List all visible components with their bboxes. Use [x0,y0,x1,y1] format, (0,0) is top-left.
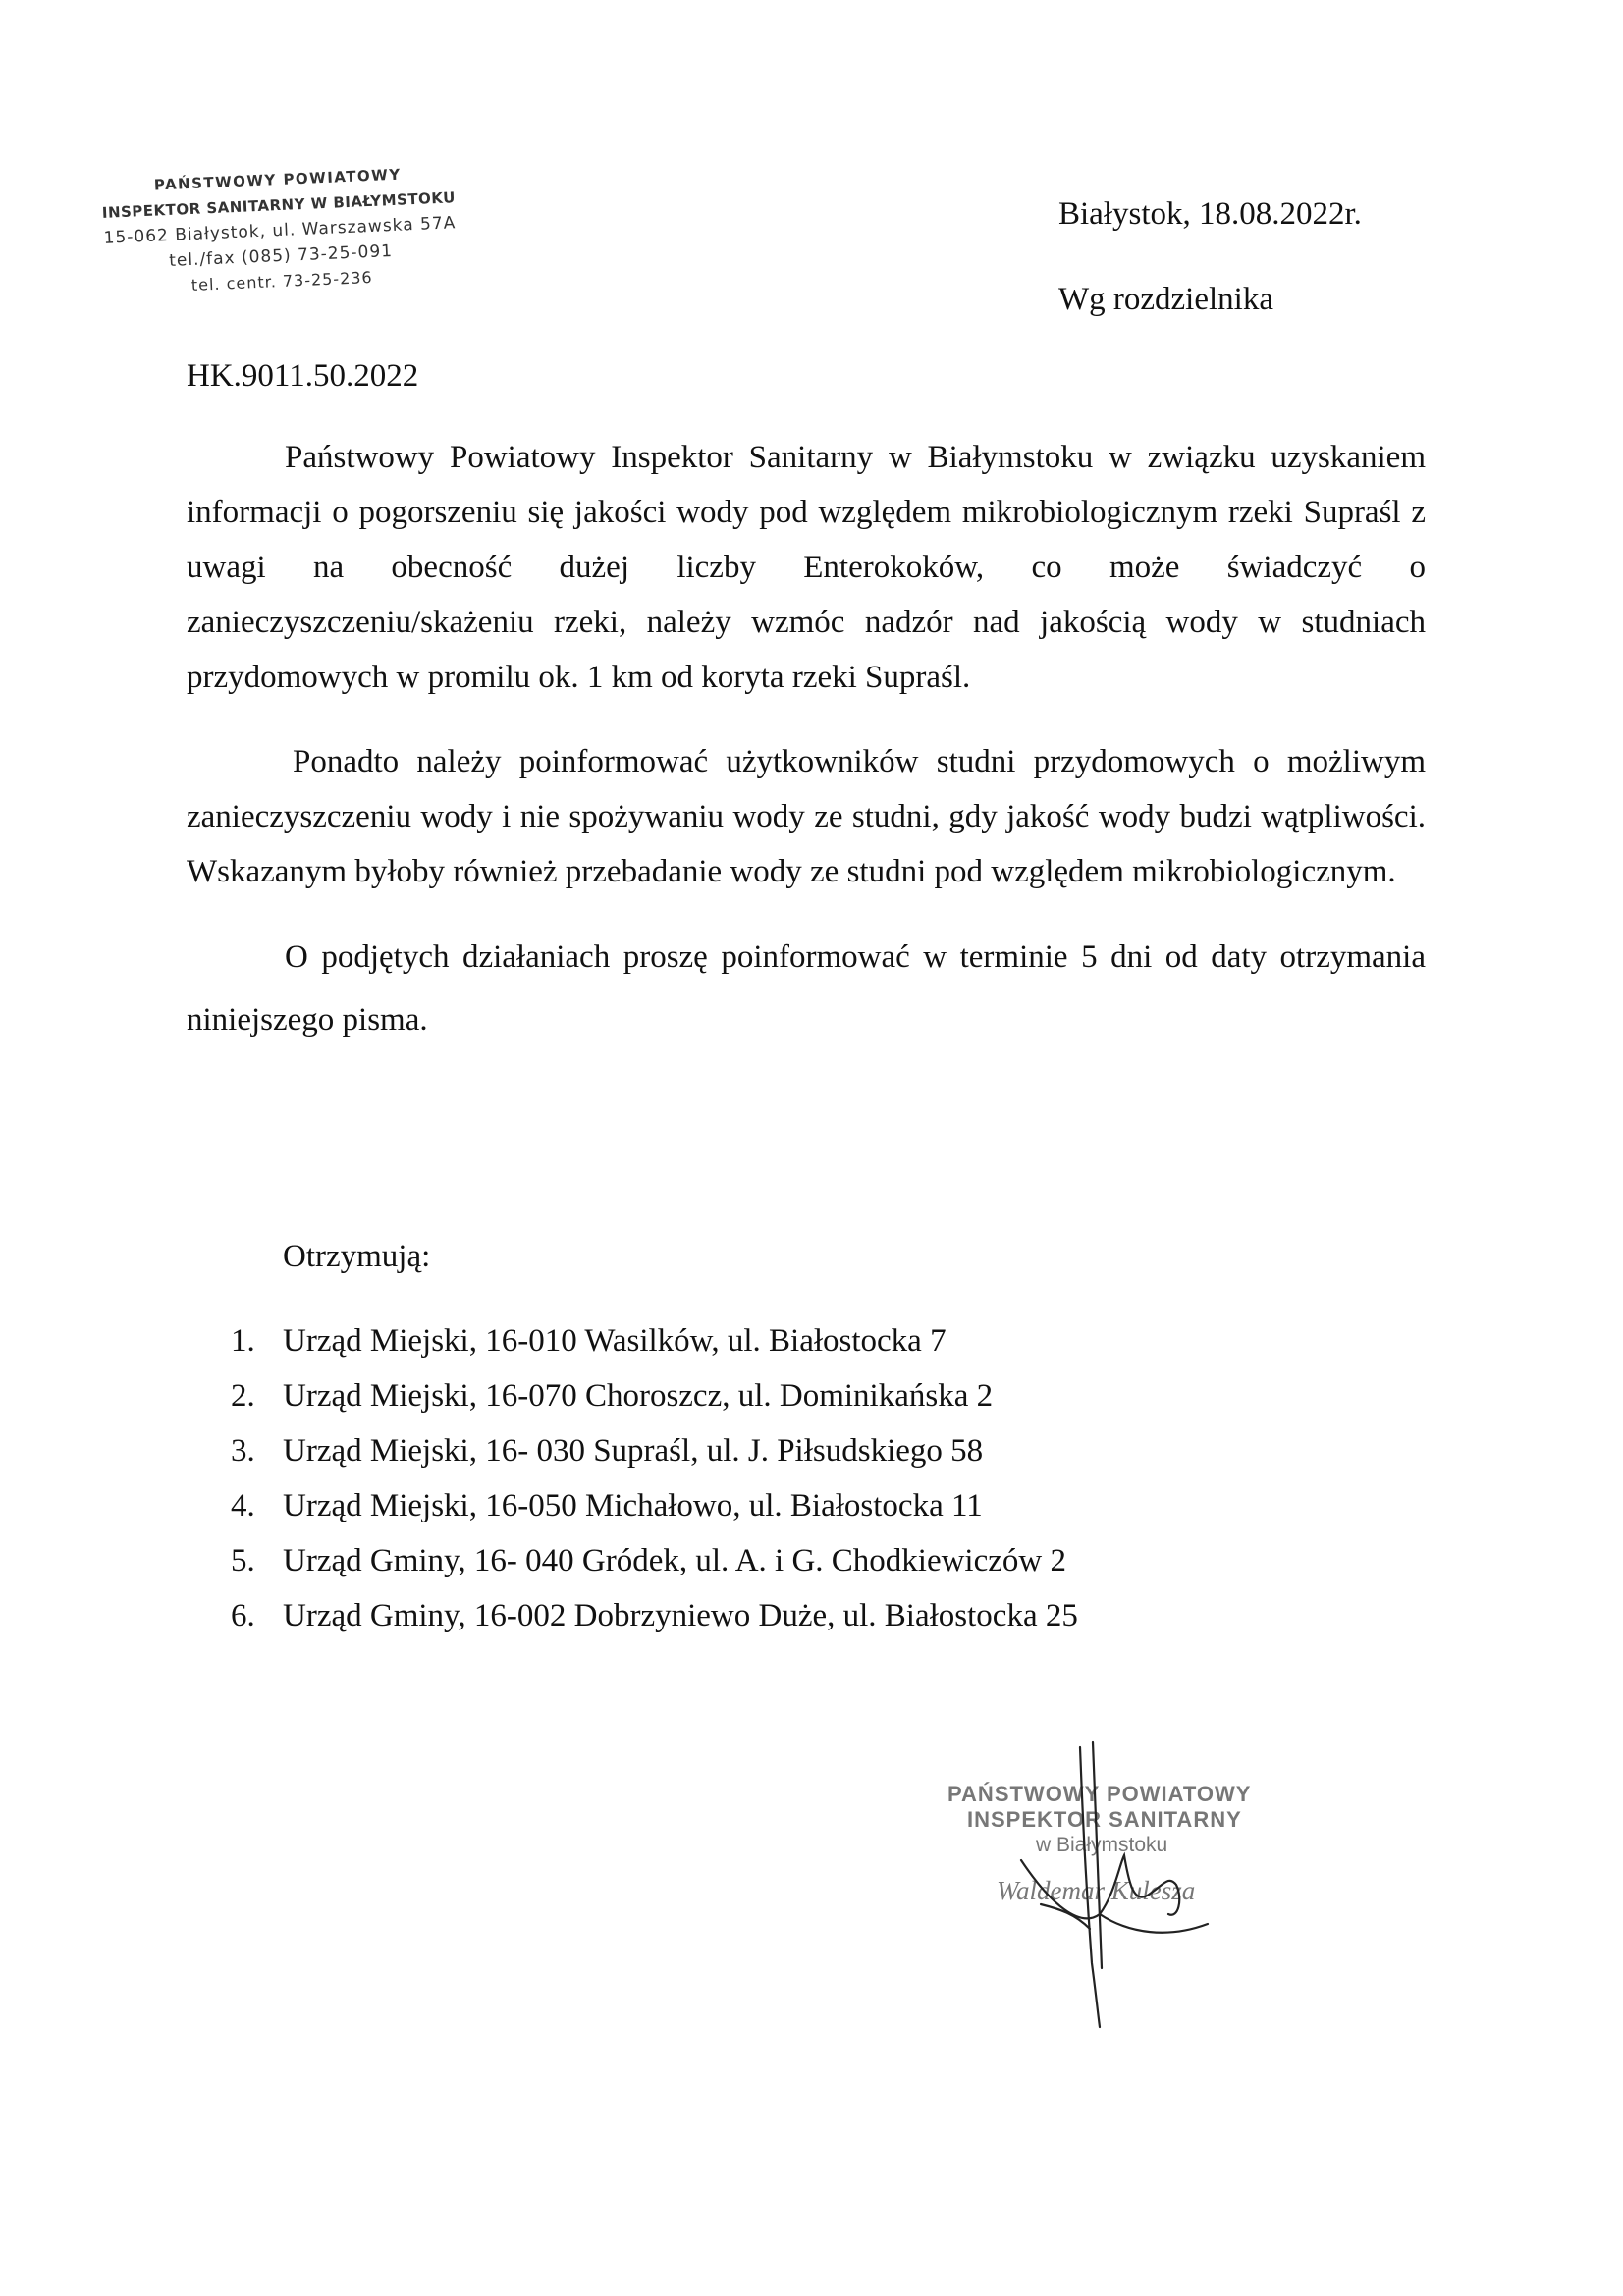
signature-stamp-name: Waldemar Kulesza [997,1876,1196,1905]
header-stamp-phone: tel. centr. 73-25-236 [190,267,374,294]
recipients-heading: Otrzymują: [283,1239,431,1274]
list-item-text: Urząd Gminy, 16- 040 Gródek, ul. A. i G. Chodkiewiczów 2 [283,1543,1066,1578]
reference-number: HK.9011.50.2022 [187,358,419,394]
handwritten-signature [982,1737,1296,2032]
list-item [231,1313,1078,1368]
list-item-text: Urząd Miejski, 16-010 Wasilków, ul. Białostocka 7 [283,1323,947,1359]
signature-stamp-line3: w Białymstoku [1036,1834,1168,1856]
list-item [231,1423,1078,1478]
list-item-text: Urząd Miejski, 16-050 Michałowo, ul. Białostocka 11 [283,1488,983,1523]
list-item-text: Urząd Gminy, 16-002 Dobrzyniewo Duże, ul. Białostocka 25 [283,1598,1078,1633]
list-item-number: 1. [231,1323,255,1359]
list-item [231,1478,1078,1533]
paragraph-3: O podjętych działaniach proszę poinformować w terminie 5 dni od daty otrzymania niniejszego pisma. [187,939,1426,1038]
list-item-number: 6. [231,1598,255,1633]
header-stamp-line2: INSPEKTOR SANITARNY W BIAŁYMSTOKU [101,188,457,222]
list-item-number: 4. [231,1488,255,1523]
letter-date: Białystok, 18.08.2022r. [1058,196,1362,232]
list-item-number: 5. [231,1543,255,1578]
list-item [231,1588,1078,1643]
paragraph-1: Państwowy Powiatowy Inspektor Sanitarny w Białymstoku w związku uzyskaniem informacji o pogorszeniu się jakości wody pod względem mikrobiologicznym rzeki Supraśl z uwagi na obecność dużej liczby Enterokoków, co może świadczyć o zanieczyszczeniu/skażeniu rzeki, należy wzmóc nadzór nad jakością wody w studniach przydomowych w promilu ok. 1 km od koryta rzeki Supraśl. [187,440,1426,695]
header-stamp-line1: PAŃSTWOWY POWIATOWY [153,165,402,194]
list-item [231,1533,1078,1588]
list-item [231,1368,1078,1423]
recipients-list [231,1313,1078,1643]
list-item-text: Urząd Miejski, 16-070 Choroszcz, ul. Dominikańska 2 [283,1378,994,1414]
list-item-number: 2. [231,1378,255,1414]
signature-stamp-line2: INSPEKTOR SANITARNY [967,1807,1242,1832]
header-stamp-address: 15-062 Białystok, ul. Warszawska 57A [103,213,457,248]
list-item-number: 3. [231,1433,255,1468]
header-stamp [90,159,468,302]
list-item-text: Urząd Miejski, 16- 030 Supraśl, ul. J. Piłsudskiego 58 [283,1433,984,1468]
signature-stamp-line1: PAŃSTWOWY POWIATOWY [947,1782,1252,1806]
paragraph-2: Ponadto należy poinformować użytkowników studni przydomowych o możliwym zanieczyszczeniu wody i nie spożywaniu wody ze studni, gdy jakość wody budzi wątpliwości. Wskazanym byłoby również przebadanie wody ze studni pod względem mikrobiologicznym. [187,744,1426,889]
header-stamp-fax: tel./fax (085) 73-25-091 [168,241,394,271]
addressee: Wg rozdzielnika [1058,282,1273,317]
